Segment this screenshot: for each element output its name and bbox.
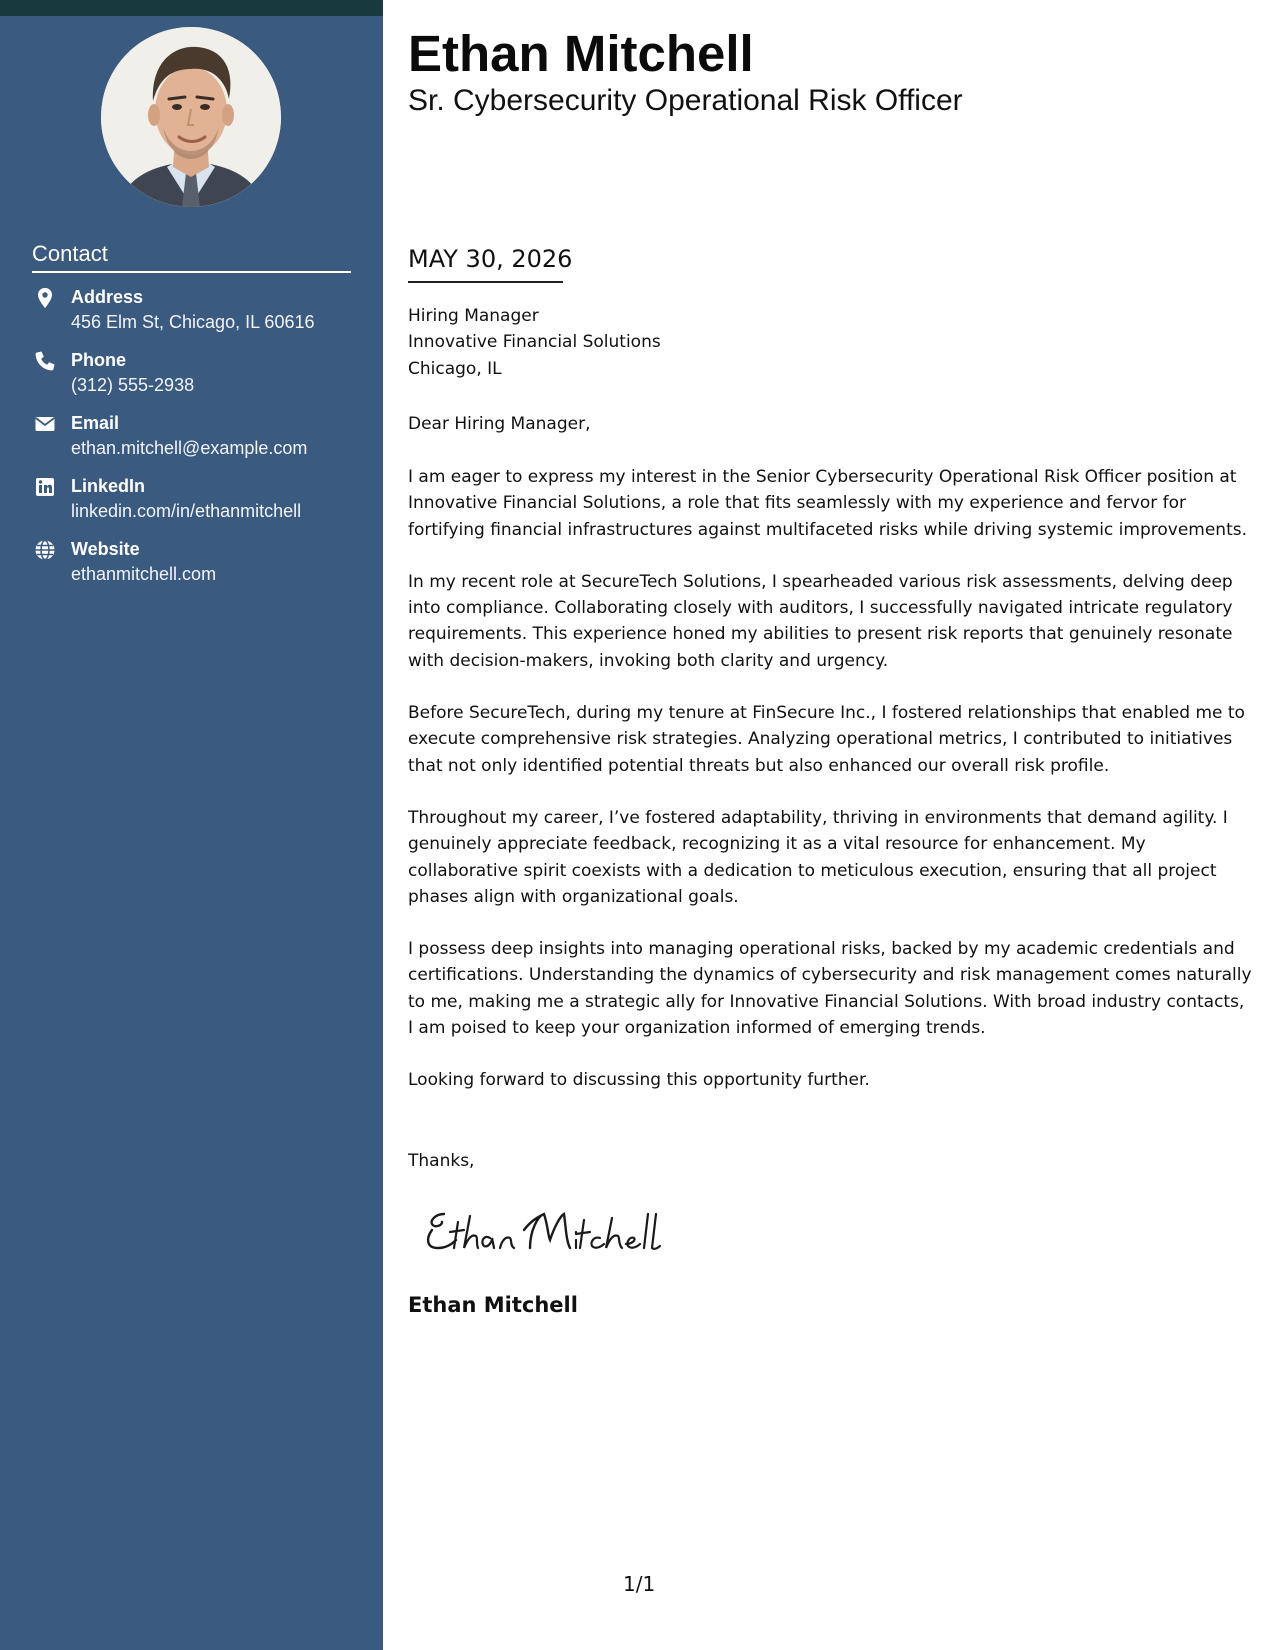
letter-paragraph: Before SecureTech, during my tenure at FinSecure Inc., I fostered relationships that enabled me to execute comprehensive risk strategies. Analyzing operational metrics, I contributed to initiatives that not only identified potential threats but also enhanced our overall risk profile.: [408, 703, 1245, 776]
signer-name: Ethan Mitchell: [408, 1293, 578, 1317]
address-value: 456 Elm St, Chicago, IL 60616: [71, 312, 315, 332]
page-number: 1/1: [623, 1572, 656, 1596]
contact-divider: [32, 271, 351, 273]
letter-paragraph: Throughout my career, I’ve fostered adaptability, thriving in environments that demand agility. I genuinely appreciate feedback, recognizing it as a vital resource for enhancement. My collaborative spirit coexists with a dedication to meticulous execution, ensuring that all project phases align with organizational goals.: [408, 807, 1228, 907]
letter-body: [408, 0, 1253, 1650]
linkedin-link[interactable]: linkedin.com/in/ethanmitchell: [71, 501, 302, 521]
sidebar: [0, 0, 383, 1650]
letter-date: MAY 30, 2026: [408, 245, 573, 273]
recipient-line: Hiring Manager: [408, 306, 539, 326]
recipient-line: Chicago, IL: [408, 358, 502, 379]
contact-item-website: [0, 537, 383, 600]
recipient-line: Innovative Financial Solutions: [408, 332, 661, 353]
handwritten-signature: [420, 1200, 680, 1260]
person-portrait-icon: [101, 27, 281, 207]
contact-label-website: Website: [71, 539, 140, 559]
contact-item-email: [0, 411, 383, 474]
letter-paragraph: In my recent role at SecureTech Solutions, I spearheaded various risk assessments, delving deep into compliance. Collaborating closely with auditors, I successfully navigated intricate regulatory requirements. This experience honed my abilities to present risk reports that genuinely resonate with decision-makers, invoking both clarity and urgency.: [408, 571, 1233, 671]
contact-label-linkedin: LinkedIn: [71, 476, 146, 496]
contact-label-phone: Phone: [71, 350, 127, 370]
contact-item-linkedin: [0, 474, 383, 537]
contact-item-phone: [0, 348, 383, 411]
contact-item-address: [0, 285, 383, 348]
applicant-name: Ethan Mitchell: [408, 25, 754, 82]
letter-paragraph: Looking forward to discussing this opportunity further.: [408, 1070, 870, 1091]
letter-paragraphs: [408, 464, 1253, 1120]
closing: Thanks,: [408, 1151, 475, 1171]
letter-paragraph: I possess deep insights into managing operational risks, backed by my academic credentials and certifications. Understanding the dynamics of cybersecurity and risk management comes naturally to me, making me a strategic ally for Innovative Financial Solutions. With broad industry contacts, I am poised to keep your organization informed of emerging trends.: [408, 939, 1252, 1039]
contact-list: [0, 285, 383, 600]
date-underline: [408, 281, 563, 283]
envelope-icon: [34, 413, 56, 435]
location-pin-icon: [34, 287, 56, 309]
contact-label-address: Address: [71, 287, 144, 307]
email-link[interactable]: ethan.mitchell@example.com: [71, 438, 308, 458]
contact-heading: Contact: [32, 241, 108, 266]
job-title: Sr. Cybersecurity Operational Risk Officer: [408, 84, 963, 117]
contact-label-email: Email: [71, 413, 120, 433]
linkedin-icon: [34, 476, 56, 498]
letter-paragraph: I am eager to express my interest in the Senior Cybersecurity Operational Risk Officer position at Innovative Financial Solutions, a role that fits seamlessly with my experience and fervor for fortifying financial infrastructures against multifaceted risks while driving systemic improvements.: [408, 467, 1247, 540]
sidebar-top-band: [0, 0, 383, 16]
profile-photo: [101, 27, 281, 207]
salutation: Dear Hiring Manager,: [408, 414, 591, 434]
phone-icon: [34, 350, 56, 372]
recipient-block: [408, 303, 1253, 382]
phone-value[interactable]: (312) 555-2938: [71, 375, 195, 395]
website-link[interactable]: ethanmitchell.com: [71, 564, 217, 584]
globe-icon: [34, 539, 56, 561]
